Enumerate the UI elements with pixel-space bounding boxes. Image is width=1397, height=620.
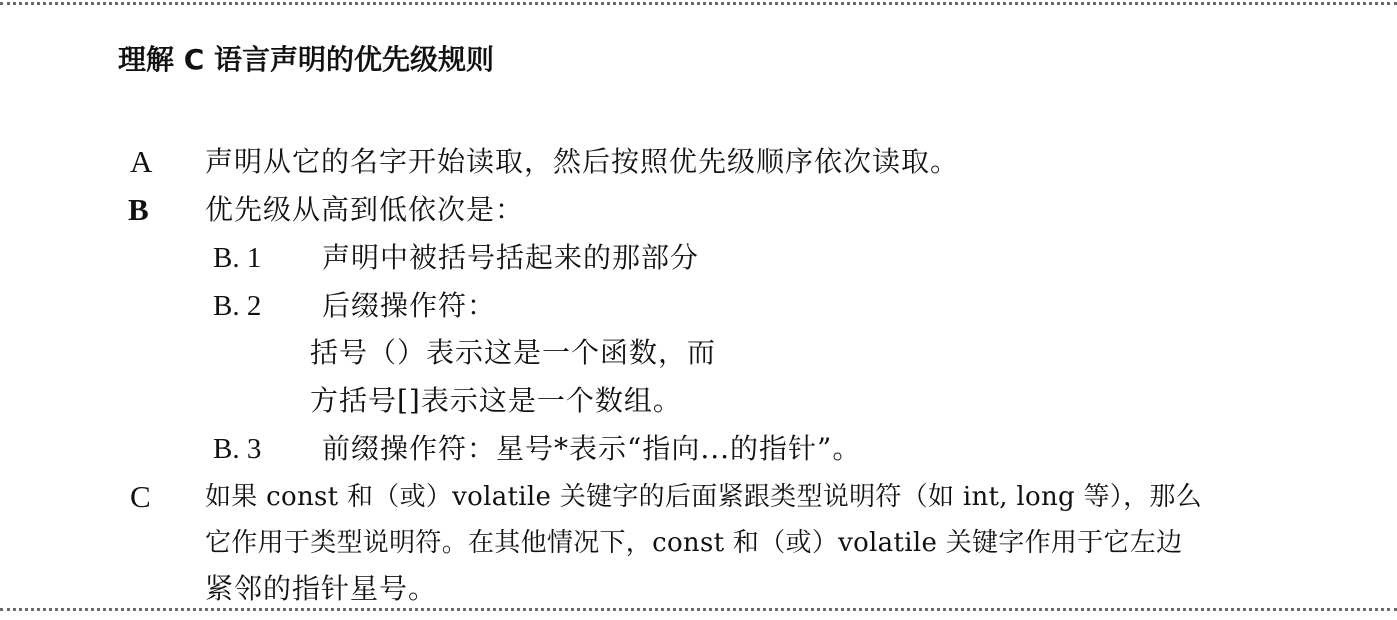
rule-b2-label: B. 2 [213, 290, 262, 322]
rule-b2-text: 后缀操作符： [322, 289, 497, 322]
bottom-dotted-rule [0, 608, 1397, 611]
rule-b2-line-2: 方括号[]表示这是一个数组。 [310, 384, 682, 417]
rule-b3-text: 前缀操作符：星号*表示“指向...的指针”。 [322, 432, 862, 465]
rule-c-line-2: 它作用于类型说明符。在其他情况下，const 和（或）volatile 关键字作用于它左边 [205, 528, 1183, 558]
rule-b-text: 优先级从高到低依次是： [205, 193, 525, 226]
top-dotted-rule [0, 2, 1397, 5]
section-title: 理解 C 语言声明的优先级规则 [118, 43, 495, 76]
rule-c-line-3: 紧邻的指针星号。 [205, 572, 438, 605]
rule-a-label: A [130, 144, 153, 179]
rule-b-label: B [128, 192, 149, 227]
rule-b2-line-1: 括号（）表示这是一个函数，而 [310, 336, 717, 369]
rule-b1-label: B. 1 [213, 242, 262, 274]
rule-b3-label: B. 3 [213, 433, 262, 465]
rule-b1-text: 声明中被括号括起来的那部分 [322, 241, 700, 274]
rule-c-label: C [130, 479, 151, 514]
rule-c-line-1: 如果 const 和（或）volatile 关键字的后面紧跟类型说明符（如 int, long 等），那么 [205, 482, 1202, 512]
rule-a-text: 声明从它的名字开始读取，然后按照优先级顺序依次读取。 [205, 145, 960, 178]
